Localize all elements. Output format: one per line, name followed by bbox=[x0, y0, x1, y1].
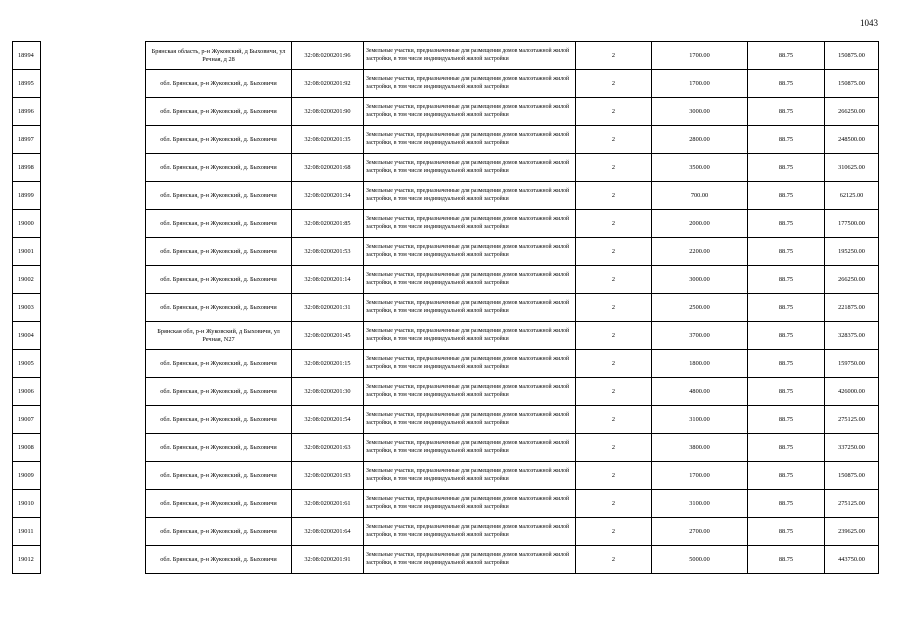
row-number-cell: 18996 bbox=[13, 98, 41, 126]
area-cell: 3000.00 bbox=[652, 98, 748, 126]
specific-value-cell: 88.75 bbox=[748, 490, 825, 518]
cadastral-value-table bbox=[12, 41, 879, 574]
cadastral-value-cell: 443750.00 bbox=[825, 546, 879, 574]
table-row bbox=[13, 462, 879, 490]
table-row bbox=[13, 490, 879, 518]
cadastral-number-cell: 32:08:0200201:15 bbox=[292, 350, 364, 378]
specific-value-cell: 88.75 bbox=[748, 182, 825, 210]
cadastral-number-cell: 32:08:0200201:96 bbox=[292, 42, 364, 70]
spacer-cell bbox=[41, 378, 146, 406]
specific-value-cell: 88.75 bbox=[748, 322, 825, 350]
specific-value-cell: 88.75 bbox=[748, 546, 825, 574]
table-row bbox=[13, 182, 879, 210]
table-row bbox=[13, 406, 879, 434]
specific-value-cell: 88.75 bbox=[748, 154, 825, 182]
category-code-cell: 2 bbox=[576, 70, 652, 98]
category-code-cell: 2 bbox=[576, 182, 652, 210]
spacer-cell bbox=[41, 182, 146, 210]
land-use-cell: Земельные участки, предназначенные для размещения домов малоэтажной жилой застройки, в том числе индивидуальной жилой застройки bbox=[364, 70, 576, 98]
spacer-cell bbox=[41, 238, 146, 266]
cadastral-value-cell: 62125.00 bbox=[825, 182, 879, 210]
land-use-cell: Земельные участки, предназначенные для размещения домов малоэтажной жилой застройки, в том числе индивидуальной жилой застройки bbox=[364, 546, 576, 574]
cadastral-number-cell: 32:08:0200201:31 bbox=[292, 294, 364, 322]
area-cell: 700.00 bbox=[652, 182, 748, 210]
row-number-cell: 19005 bbox=[13, 350, 41, 378]
page-number: 1043 bbox=[860, 18, 878, 28]
cadastral-value-cell: 159750.00 bbox=[825, 350, 879, 378]
table-row bbox=[13, 126, 879, 154]
table-row bbox=[13, 238, 879, 266]
specific-value-cell: 88.75 bbox=[748, 210, 825, 238]
cadastral-number-cell: 32:08:0200201:34 bbox=[292, 182, 364, 210]
cadastral-value-cell: 266250.00 bbox=[825, 266, 879, 294]
specific-value-cell: 88.75 bbox=[748, 294, 825, 322]
table-row bbox=[13, 518, 879, 546]
area-cell: 1700.00 bbox=[652, 42, 748, 70]
specific-value-cell: 88.75 bbox=[748, 266, 825, 294]
cadastral-number-cell: 32:08:0200201:30 bbox=[292, 378, 364, 406]
cadastral-number-cell: 32:08:0200201:61 bbox=[292, 490, 364, 518]
cadastral-value-cell: 221875.00 bbox=[825, 294, 879, 322]
table-row bbox=[13, 546, 879, 574]
address-cell: обл. Брянская, р-н Жуковский, д. Быховичи bbox=[146, 154, 292, 182]
land-use-cell: Земельные участки, предназначенные для размещения домов малоэтажной жилой застройки, в том числе индивидуальной жилой застройки bbox=[364, 490, 576, 518]
category-code-cell: 2 bbox=[576, 210, 652, 238]
cadastral-value-cell: 426000.00 bbox=[825, 378, 879, 406]
land-use-cell: Земельные участки, предназначенные для размещения домов малоэтажной жилой застройки, в том числе индивидуальной жилой застройки bbox=[364, 154, 576, 182]
address-cell: обл. Брянская, р-н Жуковский, д. Быховичи bbox=[146, 378, 292, 406]
table-row bbox=[13, 350, 879, 378]
address-cell: обл. Брянская, р-н Жуковский, д. Быховичи bbox=[146, 350, 292, 378]
table-row bbox=[13, 210, 879, 238]
row-number-cell: 18997 bbox=[13, 126, 41, 154]
row-number-cell: 18998 bbox=[13, 154, 41, 182]
cadastral-value-cell: 310625.00 bbox=[825, 154, 879, 182]
land-use-cell: Земельные участки, предназначенные для размещения домов малоэтажной жилой застройки, в том числе индивидуальной жилой застройки bbox=[364, 434, 576, 462]
area-cell: 3100.00 bbox=[652, 490, 748, 518]
spacer-cell bbox=[41, 42, 146, 70]
cadastral-number-cell: 32:08:0200201:93 bbox=[292, 462, 364, 490]
category-code-cell: 2 bbox=[576, 126, 652, 154]
land-use-cell: Земельные участки, предназначенные для размещения домов малоэтажной жилой застройки, в том числе индивидуальной жилой застройки bbox=[364, 210, 576, 238]
spacer-cell bbox=[41, 266, 146, 294]
table-row bbox=[13, 98, 879, 126]
row-number-cell: 19002 bbox=[13, 266, 41, 294]
address-cell: обл. Брянская, р-н Жуковский, д. Быховичи bbox=[146, 266, 292, 294]
row-number-cell: 19007 bbox=[13, 406, 41, 434]
land-use-cell: Земельные участки, предназначенные для размещения домов малоэтажной жилой застройки, в том числе индивидуальной жилой застройки bbox=[364, 462, 576, 490]
spacer-cell bbox=[41, 322, 146, 350]
table-row bbox=[13, 434, 879, 462]
cadastral-number-cell: 32:08:0200201:54 bbox=[292, 406, 364, 434]
row-number-cell: 19010 bbox=[13, 490, 41, 518]
address-cell: обл. Брянская, р-н Жуковский, д. Быховичи bbox=[146, 70, 292, 98]
spacer-cell bbox=[41, 406, 146, 434]
category-code-cell: 2 bbox=[576, 294, 652, 322]
area-cell: 1700.00 bbox=[652, 462, 748, 490]
cadastral-number-cell: 32:08:0200201:14 bbox=[292, 266, 364, 294]
cadastral-number-cell: 32:08:0200201:91 bbox=[292, 546, 364, 574]
row-number-cell: 18994 bbox=[13, 42, 41, 70]
cadastral-number-cell: 32:08:0200201:68 bbox=[292, 154, 364, 182]
address-cell: обл. Брянская, р-н Жуковский, д. Быховичи bbox=[146, 238, 292, 266]
cadastral-number-cell: 32:08:0200201:35 bbox=[292, 126, 364, 154]
land-use-cell: Земельные участки, предназначенные для размещения домов малоэтажной жилой застройки, в том числе индивидуальной жилой застройки bbox=[364, 42, 576, 70]
area-cell: 3100.00 bbox=[652, 406, 748, 434]
category-code-cell: 2 bbox=[576, 238, 652, 266]
land-use-cell: Земельные участки, предназначенные для размещения домов малоэтажной жилой застройки, в том числе индивидуальной жилой застройки bbox=[364, 126, 576, 154]
row-number-cell: 19006 bbox=[13, 378, 41, 406]
area-cell: 2000.00 bbox=[652, 210, 748, 238]
area-cell: 3800.00 bbox=[652, 434, 748, 462]
cadastral-value-cell: 195250.00 bbox=[825, 238, 879, 266]
category-code-cell: 2 bbox=[576, 546, 652, 574]
land-use-cell: Земельные участки, предназначенные для размещения домов малоэтажной жилой застройки, в том числе индивидуальной жилой застройки bbox=[364, 406, 576, 434]
spacer-cell bbox=[41, 518, 146, 546]
category-code-cell: 2 bbox=[576, 378, 652, 406]
cadastral-number-cell: 32:08:0200201:85 bbox=[292, 210, 364, 238]
specific-value-cell: 88.75 bbox=[748, 406, 825, 434]
specific-value-cell: 88.75 bbox=[748, 70, 825, 98]
address-cell: обл. Брянская, р-н Жуковский, д. Быховичи bbox=[146, 210, 292, 238]
table-row bbox=[13, 70, 879, 98]
category-code-cell: 2 bbox=[576, 98, 652, 126]
area-cell: 3700.00 bbox=[652, 322, 748, 350]
specific-value-cell: 88.75 bbox=[748, 350, 825, 378]
row-number-cell: 19012 bbox=[13, 546, 41, 574]
cadastral-number-cell: 32:08:0200201:53 bbox=[292, 238, 364, 266]
area-cell: 2500.00 bbox=[652, 294, 748, 322]
spacer-cell bbox=[41, 350, 146, 378]
category-code-cell: 2 bbox=[576, 322, 652, 350]
spacer-cell bbox=[41, 434, 146, 462]
address-cell: обл. Брянская, р-н Жуковский, д. Быховичи bbox=[146, 294, 292, 322]
land-use-cell: Земельные участки, предназначенные для размещения домов малоэтажной жилой застройки, в том числе индивидуальной жилой застройки bbox=[364, 294, 576, 322]
land-use-cell: Земельные участки, предназначенные для размещения домов малоэтажной жилой застройки, в том числе индивидуальной жилой застройки bbox=[364, 266, 576, 294]
cadastral-value-cell: 150875.00 bbox=[825, 70, 879, 98]
address-cell: обл. Брянская, р-н Жуковский, д. Быховичи bbox=[146, 518, 292, 546]
cadastral-value-cell: 248500.00 bbox=[825, 126, 879, 154]
area-cell: 1700.00 bbox=[652, 70, 748, 98]
specific-value-cell: 88.75 bbox=[748, 378, 825, 406]
category-code-cell: 2 bbox=[576, 154, 652, 182]
table-row bbox=[13, 322, 879, 350]
spacer-cell bbox=[41, 462, 146, 490]
address-cell: Брянская обл, р-н Жуковский, д Быховичи, ул Речная, N27 bbox=[146, 322, 292, 350]
cadastral-number-cell: 32:08:0200201:90 bbox=[292, 98, 364, 126]
specific-value-cell: 88.75 bbox=[748, 518, 825, 546]
land-use-cell: Земельные участки, предназначенные для размещения домов малоэтажной жилой застройки, в том числе индивидуальной жилой застройки bbox=[364, 98, 576, 126]
area-cell: 2800.00 bbox=[652, 126, 748, 154]
cadastral-value-cell: 239625.00 bbox=[825, 518, 879, 546]
table-row bbox=[13, 266, 879, 294]
area-cell: 4800.00 bbox=[652, 378, 748, 406]
row-number-cell: 19004 bbox=[13, 322, 41, 350]
address-cell: Брянская область, р-н Жуковский, д Быховичи, ул Речная, д 28 bbox=[146, 42, 292, 70]
table-row bbox=[13, 294, 879, 322]
cadastral-value-cell: 266250.00 bbox=[825, 98, 879, 126]
cadastral-number-cell: 32:08:0200201:92 bbox=[292, 70, 364, 98]
spacer-cell bbox=[41, 294, 146, 322]
spacer-cell bbox=[41, 126, 146, 154]
address-cell: обл. Брянская, р-н Жуковский, д. Быховичи bbox=[146, 462, 292, 490]
spacer-cell bbox=[41, 98, 146, 126]
category-code-cell: 2 bbox=[576, 350, 652, 378]
specific-value-cell: 88.75 bbox=[748, 238, 825, 266]
address-cell: обл. Брянская, р-н Жуковский, д. Быховичи bbox=[146, 406, 292, 434]
spacer-cell bbox=[41, 546, 146, 574]
cadastral-number-cell: 32:08:0200201:45 bbox=[292, 322, 364, 350]
cadastral-value-cell: 177500.00 bbox=[825, 210, 879, 238]
specific-value-cell: 88.75 bbox=[748, 42, 825, 70]
row-number-cell: 19009 bbox=[13, 462, 41, 490]
area-cell: 2700.00 bbox=[652, 518, 748, 546]
row-number-cell: 19011 bbox=[13, 518, 41, 546]
address-cell: обл. Брянская, р-н Жуковский, д. Быховичи bbox=[146, 98, 292, 126]
address-cell: обл. Брянская, р-н Жуковский, д. Быховичи bbox=[146, 182, 292, 210]
land-use-cell: Земельные участки, предназначенные для размещения домов малоэтажной жилой застройки, в том числе индивидуальной жилой застройки bbox=[364, 518, 576, 546]
cadastral-value-cell: 150875.00 bbox=[825, 42, 879, 70]
cadastral-value-cell: 275125.00 bbox=[825, 406, 879, 434]
cadastral-number-cell: 32:08:0200201:63 bbox=[292, 434, 364, 462]
category-code-cell: 2 bbox=[576, 42, 652, 70]
row-number-cell: 18999 bbox=[13, 182, 41, 210]
row-number-cell: 19000 bbox=[13, 210, 41, 238]
specific-value-cell: 88.75 bbox=[748, 434, 825, 462]
row-number-cell: 19008 bbox=[13, 434, 41, 462]
table-row bbox=[13, 42, 879, 70]
land-use-cell: Земельные участки, предназначенные для размещения домов малоэтажной жилой застройки, в том числе индивидуальной жилой застройки bbox=[364, 182, 576, 210]
spacer-cell bbox=[41, 154, 146, 182]
category-code-cell: 2 bbox=[576, 434, 652, 462]
address-cell: обл. Брянская, р-н Жуковский, д. Быховичи bbox=[146, 434, 292, 462]
table-row bbox=[13, 154, 879, 182]
category-code-cell: 2 bbox=[576, 406, 652, 434]
category-code-cell: 2 bbox=[576, 266, 652, 294]
spacer-cell bbox=[41, 210, 146, 238]
cadastral-value-cell: 328375.00 bbox=[825, 322, 879, 350]
spacer-cell bbox=[41, 490, 146, 518]
category-code-cell: 2 bbox=[576, 490, 652, 518]
area-cell: 5000.00 bbox=[652, 546, 748, 574]
row-number-cell: 19001 bbox=[13, 238, 41, 266]
land-use-cell: Земельные участки, предназначенные для размещения домов малоэтажной жилой застройки, в том числе индивидуальной жилой застройки bbox=[364, 238, 576, 266]
cadastral-value-cell: 150875.00 bbox=[825, 462, 879, 490]
specific-value-cell: 88.75 bbox=[748, 462, 825, 490]
cadastral-value-cell: 337250.00 bbox=[825, 434, 879, 462]
specific-value-cell: 88.75 bbox=[748, 126, 825, 154]
category-code-cell: 2 bbox=[576, 462, 652, 490]
row-number-cell: 18995 bbox=[13, 70, 41, 98]
land-use-cell: Земельные участки, предназначенные для размещения домов малоэтажной жилой застройки, в том числе индивидуальной жилой застройки bbox=[364, 350, 576, 378]
area-cell: 2200.00 bbox=[652, 238, 748, 266]
table-row bbox=[13, 378, 879, 406]
area-cell: 3000.00 bbox=[652, 266, 748, 294]
address-cell: обл. Брянская, р-н Жуковский, д. Быховичи bbox=[146, 126, 292, 154]
row-number-cell: 19003 bbox=[13, 294, 41, 322]
land-use-cell: Земельные участки, предназначенные для размещения домов малоэтажной жилой застройки, в том числе индивидуальной жилой застройки bbox=[364, 322, 576, 350]
address-cell: обл. Брянская, р-н Жуковский, д. Быховичи bbox=[146, 490, 292, 518]
spacer-cell bbox=[41, 70, 146, 98]
cadastral-value-cell: 275125.00 bbox=[825, 490, 879, 518]
land-use-cell: Земельные участки, предназначенные для размещения домов малоэтажной жилой застройки, в том числе индивидуальной жилой застройки bbox=[364, 378, 576, 406]
specific-value-cell: 88.75 bbox=[748, 98, 825, 126]
category-code-cell: 2 bbox=[576, 518, 652, 546]
cadastral-number-cell: 32:08:0200201:64 bbox=[292, 518, 364, 546]
area-cell: 1800.00 bbox=[652, 350, 748, 378]
address-cell: обл. Брянская, р-н Жуковский, д. Быховичи bbox=[146, 546, 292, 574]
area-cell: 3500.00 bbox=[652, 154, 748, 182]
